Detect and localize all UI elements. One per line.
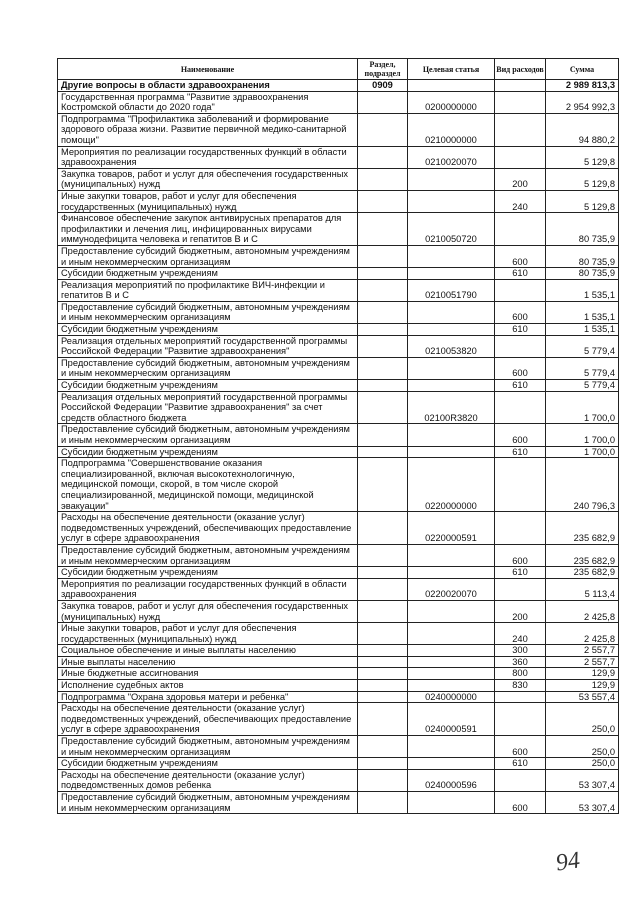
cell-section xyxy=(358,279,408,301)
cell-sum: 5 129,8 xyxy=(546,190,619,212)
cell-name: Иные бюджетные ассигнования xyxy=(58,668,358,680)
cell-expense: 610 xyxy=(495,446,546,458)
cell-target xyxy=(408,268,495,280)
cell-name: Предоставление субсидий бюджетным, автономным учреждениям и иным некоммерческим организациям xyxy=(58,357,358,379)
table-row xyxy=(58,245,619,267)
cell-name: Реализация отдельных мероприятий государственной программы Российской Федерации "Развитие здравоохранения" за счет средств областного бюджета xyxy=(58,391,358,424)
cell-section xyxy=(358,301,408,323)
budget-table xyxy=(57,58,619,814)
cell-target xyxy=(408,357,495,379)
cell-section xyxy=(358,380,408,392)
cell-sum: 80 735,9 xyxy=(546,213,619,246)
cell-expense xyxy=(495,391,546,424)
cell-target xyxy=(408,758,495,770)
cell-section xyxy=(358,758,408,770)
cell-name: Подпрограмма "Охрана здоровья матери и ребенка" xyxy=(58,691,358,703)
cell-section xyxy=(358,335,408,357)
cell-target: 0240000596 xyxy=(408,769,495,791)
cell-name: Субсидии бюджетным учреждениям xyxy=(58,446,358,458)
cell-expense: 240 xyxy=(495,190,546,212)
cell-name: Расходы на обеспечение деятельности (оказание услуг) подведомственных домов ребенка xyxy=(58,769,358,791)
cell-sum: 1 535,1 xyxy=(546,301,619,323)
cell-section xyxy=(358,91,408,113)
table-row xyxy=(58,279,619,301)
cell-section xyxy=(358,391,408,424)
cell-expense: 300 xyxy=(495,645,546,657)
cell-expense: 600 xyxy=(495,245,546,267)
cell-name: Подпрограмма "Профилактика заболеваний и формирование здорового образа жизни. Развитие первичной медико-санитарной помощи" xyxy=(58,113,358,146)
cell-target xyxy=(408,544,495,566)
cell-target xyxy=(408,168,495,190)
cell-expense xyxy=(495,335,546,357)
table-row xyxy=(58,380,619,392)
cell-section: 0909 xyxy=(358,80,408,92)
cell-expense xyxy=(495,769,546,791)
cell-target: 0210053820 xyxy=(408,335,495,357)
cell-target xyxy=(408,324,495,336)
cell-target: 0210020070 xyxy=(408,146,495,168)
cell-section xyxy=(358,691,408,703)
cell-sum: 80 735,9 xyxy=(546,245,619,267)
cell-section xyxy=(358,446,408,458)
table-row xyxy=(58,213,619,246)
cell-section xyxy=(358,512,408,545)
header-expense: Вид расходов xyxy=(495,59,546,80)
cell-name: Предоставление субсидий бюджетным, автономным учреждениям и иным некоммерческим организациям xyxy=(58,424,358,446)
cell-target: 0220000000 xyxy=(408,458,495,512)
cell-target: 0240000591 xyxy=(408,703,495,736)
cell-sum: 250,0 xyxy=(546,703,619,736)
cell-expense xyxy=(495,213,546,246)
cell-expense xyxy=(495,703,546,736)
cell-sum: 235 682,9 xyxy=(546,567,619,579)
table-row xyxy=(58,703,619,736)
cell-target: 0240000000 xyxy=(408,691,495,703)
cell-expense: 200 xyxy=(495,168,546,190)
cell-expense xyxy=(495,578,546,600)
cell-name: Предоставление субсидий бюджетным, автономным учреждениям и иным некоммерческим организациям xyxy=(58,301,358,323)
cell-section xyxy=(358,769,408,791)
cell-expense: 600 xyxy=(495,544,546,566)
cell-expense xyxy=(495,91,546,113)
cell-section xyxy=(358,113,408,146)
cell-sum: 2 954 992,3 xyxy=(546,91,619,113)
cell-section xyxy=(358,357,408,379)
cell-sum: 1 700,0 xyxy=(546,446,619,458)
cell-section xyxy=(358,668,408,680)
cell-sum: 1 535,1 xyxy=(546,279,619,301)
table-row xyxy=(58,645,619,657)
cell-expense: 610 xyxy=(495,268,546,280)
cell-target: 02100R3820 xyxy=(408,391,495,424)
cell-name: Иные выплаты населению xyxy=(58,656,358,668)
cell-expense: 600 xyxy=(495,792,546,814)
cell-name: Иные закупки товаров, работ и услуг для обеспечения государственных (муниципальных) нужд xyxy=(58,190,358,212)
cell-name: Предоставление субсидий бюджетным, автономным учреждениям и иным некоммерческим организациям xyxy=(58,792,358,814)
cell-expense xyxy=(495,458,546,512)
cell-target: 0210051790 xyxy=(408,279,495,301)
cell-section xyxy=(358,792,408,814)
table-row xyxy=(58,301,619,323)
cell-target xyxy=(408,645,495,657)
table-row xyxy=(58,758,619,770)
cell-section xyxy=(358,544,408,566)
cell-sum: 2 557,7 xyxy=(546,645,619,657)
cell-target xyxy=(408,680,495,692)
cell-sum: 129,9 xyxy=(546,680,619,692)
cell-target xyxy=(408,424,495,446)
header-row xyxy=(58,59,619,80)
cell-section xyxy=(358,245,408,267)
table-row xyxy=(58,623,619,645)
cell-target xyxy=(408,301,495,323)
cell-sum: 1 700,0 xyxy=(546,424,619,446)
cell-target: 0200000000 xyxy=(408,91,495,113)
cell-expense xyxy=(495,146,546,168)
table-row xyxy=(58,91,619,113)
cell-sum: 5 779,4 xyxy=(546,380,619,392)
cell-section xyxy=(358,578,408,600)
cell-target xyxy=(408,567,495,579)
cell-sum: 240 796,3 xyxy=(546,458,619,512)
cell-target: 0210050720 xyxy=(408,213,495,246)
cell-sum: 2 989 813,3 xyxy=(546,80,619,92)
cell-expense: 610 xyxy=(495,758,546,770)
cell-sum: 2 425,8 xyxy=(546,600,619,622)
cell-expense: 240 xyxy=(495,623,546,645)
table-row xyxy=(58,391,619,424)
header-target: Целевая статья xyxy=(408,59,495,80)
cell-name: Другие вопросы в области здравоохранения xyxy=(58,80,358,92)
table-row xyxy=(58,146,619,168)
cell-name: Субсидии бюджетным учреждениям xyxy=(58,380,358,392)
cell-target xyxy=(408,380,495,392)
table-row xyxy=(58,668,619,680)
cell-name: Реализация мероприятий по профилактике ВИЧ-инфекции и гепатитов В и С xyxy=(58,279,358,301)
cell-expense xyxy=(495,512,546,545)
cell-sum: 2 425,8 xyxy=(546,623,619,645)
table-row xyxy=(58,424,619,446)
cell-name: Предоставление субсидий бюджетным, автономным учреждениям и иным некоммерческим организациям xyxy=(58,544,358,566)
page-number: 94 xyxy=(554,847,582,877)
cell-name: Предоставление субсидий бюджетным, автономным учреждениям и иным некоммерческим организациям xyxy=(58,245,358,267)
table-row xyxy=(58,446,619,458)
cell-section xyxy=(358,567,408,579)
cell-name: Исполнение судебных актов xyxy=(58,680,358,692)
header-section: Раздел, подраздел xyxy=(358,59,408,80)
cell-section xyxy=(358,168,408,190)
cell-name: Предоставление субсидий бюджетным, автономным учреждениям и иным некоммерческим организациям xyxy=(58,736,358,758)
table-row xyxy=(58,544,619,566)
cell-section xyxy=(358,213,408,246)
cell-expense: 600 xyxy=(495,736,546,758)
table-row xyxy=(58,335,619,357)
table-row xyxy=(58,656,619,668)
table-row xyxy=(58,792,619,814)
cell-target xyxy=(408,190,495,212)
cell-sum: 1 700,0 xyxy=(546,391,619,424)
table-row xyxy=(58,268,619,280)
cell-sum: 250,0 xyxy=(546,736,619,758)
cell-expense: 200 xyxy=(495,600,546,622)
cell-expense: 610 xyxy=(495,324,546,336)
table-row xyxy=(58,567,619,579)
cell-sum: 5 779,4 xyxy=(546,335,619,357)
cell-name: Субсидии бюджетным учреждениям xyxy=(58,268,358,280)
cell-target xyxy=(408,736,495,758)
cell-sum: 5 779,4 xyxy=(546,357,619,379)
cell-name: Подпрограмма "Совершенствование оказания специализированной, включая высокотехнологичную, медицинской помощи, скорой, в том числе скорой специализированной, медицинской помощи, медицинской эвакуации" xyxy=(58,458,358,512)
cell-section xyxy=(358,190,408,212)
cell-sum: 2 557,7 xyxy=(546,656,619,668)
cell-target: 0210000000 xyxy=(408,113,495,146)
cell-expense: 360 xyxy=(495,656,546,668)
cell-expense: 830 xyxy=(495,680,546,692)
cell-sum: 80 735,9 xyxy=(546,268,619,280)
cell-name: Мероприятия по реализации государственных функций в области здравоохранения xyxy=(58,578,358,600)
table-row xyxy=(58,168,619,190)
cell-target xyxy=(408,600,495,622)
cell-name: Расходы на обеспечение деятельности (оказание услуг) подведомственных учреждений, обеспечивающих предоставление услуг в сфере здравоохранения xyxy=(58,703,358,736)
table-row xyxy=(58,736,619,758)
cell-expense xyxy=(495,279,546,301)
cell-name: Субсидии бюджетным учреждениям xyxy=(58,324,358,336)
cell-sum: 94 880,2 xyxy=(546,113,619,146)
cell-name: Мероприятия по реализации государственных функций в области здравоохранения xyxy=(58,146,358,168)
header-name: Наименование xyxy=(58,59,358,80)
table-row xyxy=(58,680,619,692)
cell-name: Закупка товаров, работ и услуг для обеспечения государственных (муниципальных) нужд xyxy=(58,168,358,190)
cell-sum: 5 129,8 xyxy=(546,168,619,190)
cell-target xyxy=(408,792,495,814)
cell-sum: 5 113,4 xyxy=(546,578,619,600)
cell-target xyxy=(408,656,495,668)
cell-target xyxy=(408,623,495,645)
table-row xyxy=(58,512,619,545)
cell-sum: 53 307,4 xyxy=(546,792,619,814)
cell-section xyxy=(358,424,408,446)
cell-sum: 250,0 xyxy=(546,758,619,770)
cell-section xyxy=(358,645,408,657)
cell-name: Закупка товаров, работ и услуг для обеспечения государственных (муниципальных) нужд xyxy=(58,600,358,622)
cell-sum: 235 682,9 xyxy=(546,512,619,545)
table-row xyxy=(58,600,619,622)
cell-sum: 235 682,9 xyxy=(546,544,619,566)
cell-name: Расходы на обеспечение деятельности (оказание услуг) подведомственных учреждений, обеспечивающих предоставление услуг в сфере здравоохранения xyxy=(58,512,358,545)
cell-section xyxy=(358,680,408,692)
cell-name: Субсидии бюджетным учреждениям xyxy=(58,758,358,770)
cell-sum: 5 129,8 xyxy=(546,146,619,168)
table-row xyxy=(58,578,619,600)
cell-expense: 600 xyxy=(495,424,546,446)
cell-expense: 610 xyxy=(495,380,546,392)
cell-sum: 53 307,4 xyxy=(546,769,619,791)
cell-name: Финансовое обеспечение закупок антивирусных препаратов для профилактики и лечения лиц, инфицированных вирусами иммунодефицита человека и гепатитов В и С xyxy=(58,213,358,246)
cell-section xyxy=(358,736,408,758)
cell-target xyxy=(408,80,495,92)
table-row xyxy=(58,691,619,703)
table-row xyxy=(58,190,619,212)
cell-target: 0220000591 xyxy=(408,512,495,545)
cell-expense xyxy=(495,113,546,146)
cell-name: Государственная программа "Развитие здравоохранения Костромской области до 2020 года" xyxy=(58,91,358,113)
header-sum: Сумма xyxy=(546,59,619,80)
cell-expense: 600 xyxy=(495,357,546,379)
cell-target xyxy=(408,668,495,680)
cell-target xyxy=(408,245,495,267)
table-row xyxy=(58,357,619,379)
cell-section xyxy=(358,623,408,645)
cell-expense xyxy=(495,691,546,703)
cell-target: 0220020070 xyxy=(408,578,495,600)
cell-section xyxy=(358,703,408,736)
cell-sum: 53 557,4 xyxy=(546,691,619,703)
cell-name: Реализация отдельных мероприятий государственной программы Российской Федерации "Развитие здравоохранения" xyxy=(58,335,358,357)
table-row xyxy=(58,769,619,791)
cell-expense xyxy=(495,80,546,92)
cell-section xyxy=(358,656,408,668)
cell-expense: 610 xyxy=(495,567,546,579)
cell-name: Социальное обеспечение и иные выплаты населению xyxy=(58,645,358,657)
cell-section xyxy=(358,268,408,280)
cell-section xyxy=(358,458,408,512)
cell-name: Иные закупки товаров, работ и услуг для обеспечения государственных (муниципальных) нужд xyxy=(58,623,358,645)
cell-sum: 129,9 xyxy=(546,668,619,680)
cell-target xyxy=(408,446,495,458)
table-row xyxy=(58,113,619,146)
cell-expense: 800 xyxy=(495,668,546,680)
cell-name: Субсидии бюджетным учреждениям xyxy=(58,567,358,579)
cell-section xyxy=(358,324,408,336)
cell-section xyxy=(358,146,408,168)
table-row xyxy=(58,324,619,336)
cell-section xyxy=(358,600,408,622)
table-row xyxy=(58,80,619,92)
cell-sum: 1 535,1 xyxy=(546,324,619,336)
table-row xyxy=(58,458,619,512)
cell-expense: 600 xyxy=(495,301,546,323)
